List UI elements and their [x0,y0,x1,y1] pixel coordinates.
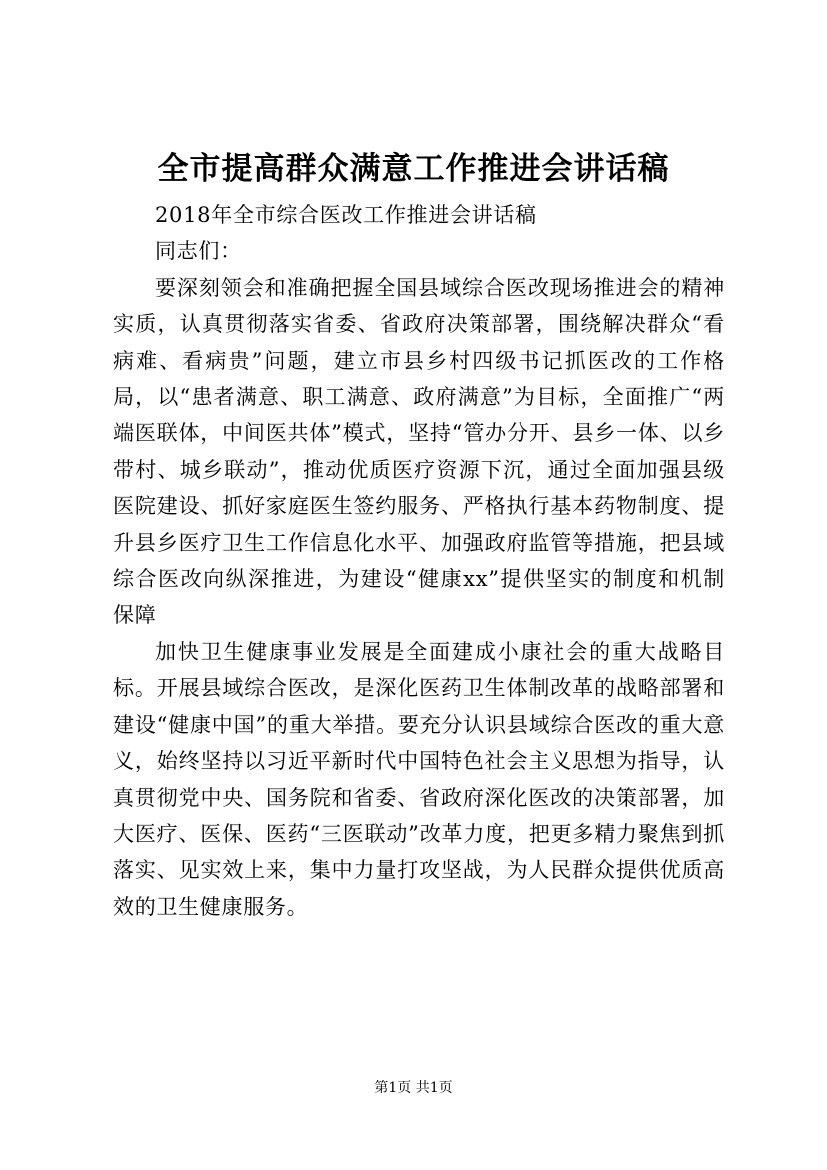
document-title: 全市提高群众满意工作推进会讲话稿 [157,151,670,187]
document-body [113,197,725,925]
salutation: 同志们： [155,239,242,264]
page-footer: 第1页 共1页 [374,1080,453,1096]
document-subtitle: 2018年全市综合医改工作推进会讲话稿 [155,203,537,227]
body-paragraph-2: 加快卫生健康事业发展是全面建成小康社会的重大战略目标。开展县域综合医改，是深化医药卫生体制改革的战略部署和建设“健康中国”的重大举措。要充分认识县域综合医改的重大意义，始终坚持以习近平新时代中国特色社会主义思想为指导，认真贯彻党中央、国务院和省委、省政府深化医改的决策部署，加大医疗、医保、医药“三医联动”改革力度，把更多精力聚焦到抓落实、见实效上来，集中力量打攻坚战，为人民群众提供优质高效的卫生健康服务。 [113,639,725,919]
body-paragraph-1: 要深刻领会和准确把握全国县域综合医改现场推进会的精神实质，认真贯彻落实省委、省政府决策部署，围绕解决群众“看病难、看病贵”问题，建立市县乡村四级书记抓医改的工作格局，以“患者满意、职工满意、政府满意”为目标，全面推广“两端医联体，中间医共体”模式，坚持“管办分开、县乡一体、以乡带村、城乡联动”，推动优质医疗资源下沉，通过全面加强县级医院建设、抓好家庭医生签约服务、严格执行基本药物制度、提升县乡医疗卫生工作信息化水平、加强政府监管等措施，把县域综合医改向纵深推进，为建设“健康xx”提供坚实的制度和机制保障 [113,275,725,628]
